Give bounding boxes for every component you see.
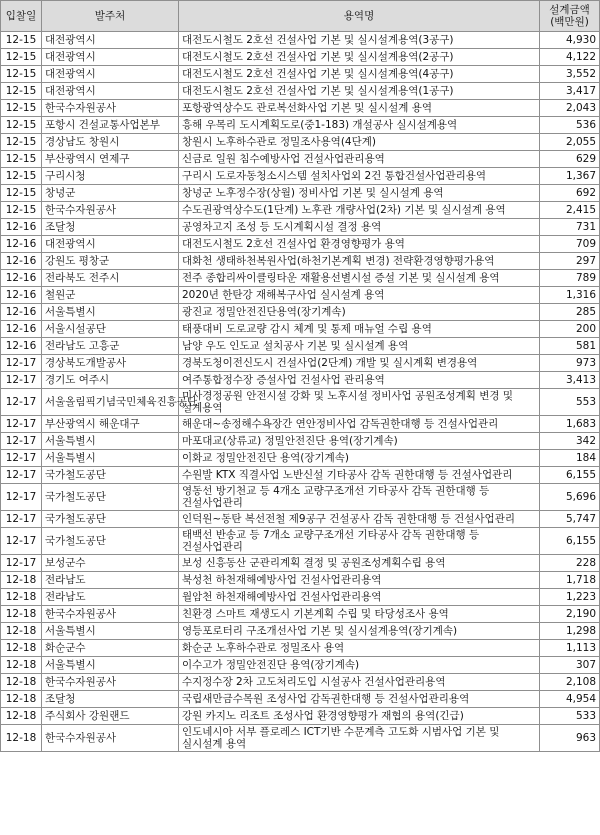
cell-service: 해운대~송정해수욕장간 연안정비사업 감독권한대행 등 건설사업관리 bbox=[179, 416, 540, 433]
cell-amount: 1,223 bbox=[540, 589, 600, 606]
cell-amount: 5,696 bbox=[540, 484, 600, 511]
table-row bbox=[1, 528, 600, 555]
table-body bbox=[1, 32, 600, 752]
cell-client: 국가철도공단 bbox=[42, 484, 179, 511]
cell-client: 한국수자원공사 bbox=[42, 100, 179, 117]
cell-service: 수원발 KTX 직결사업 노반신설 기타공사 감독 권한대행 등 건설사업관리 bbox=[179, 467, 540, 484]
cell-client: 전라북도 전주시 bbox=[42, 270, 179, 287]
cell-client: 전라남도 고흥군 bbox=[42, 338, 179, 355]
cell-client: 대전광역시 bbox=[42, 66, 179, 83]
cell-client: 국가철도공단 bbox=[42, 467, 179, 484]
table-row bbox=[1, 511, 600, 528]
cell-amount: 1,113 bbox=[540, 640, 600, 657]
cell-date: 12-18 bbox=[1, 640, 42, 657]
table-row bbox=[1, 691, 600, 708]
cell-service: 포항광역상수도 관로복선화사업 기본 및 실시설계 용역 bbox=[179, 100, 540, 117]
cell-service: 창녕군 노후정수장(상월) 정비사업 기본 및 실시설계 용역 bbox=[179, 185, 540, 202]
cell-amount: 1,298 bbox=[540, 623, 600, 640]
cell-date: 12-18 bbox=[1, 572, 42, 589]
cell-date: 12-16 bbox=[1, 253, 42, 270]
table-row bbox=[1, 253, 600, 270]
table-row bbox=[1, 202, 600, 219]
cell-date: 12-15 bbox=[1, 83, 42, 100]
cell-date: 12-15 bbox=[1, 185, 42, 202]
cell-amount: 2,108 bbox=[540, 674, 600, 691]
cell-client: 경상북도개발공사 bbox=[42, 355, 179, 372]
cell-amount: 4,954 bbox=[540, 691, 600, 708]
cell-client: 국가철도공단 bbox=[42, 528, 179, 555]
table-row bbox=[1, 168, 600, 185]
cell-client: 보성군수 bbox=[42, 555, 179, 572]
cell-amount: 973 bbox=[540, 355, 600, 372]
table-row bbox=[1, 389, 600, 416]
table-row bbox=[1, 572, 600, 589]
cell-service: 대전도시철도 2호선 건설사업 기본 및 실시설계용역(4공구) bbox=[179, 66, 540, 83]
cell-date: 12-16 bbox=[1, 236, 42, 253]
table-row bbox=[1, 32, 600, 49]
header-date: 입찰일 bbox=[1, 1, 42, 32]
cell-service: 신금로 일원 침수예방사업 건설사업관리용역 bbox=[179, 151, 540, 168]
cell-date: 12-17 bbox=[1, 467, 42, 484]
table-row bbox=[1, 484, 600, 511]
cell-service: 이화교 정밀안전진단 용역(장기계속) bbox=[179, 450, 540, 467]
table-row bbox=[1, 640, 600, 657]
cell-service: 북성천 하천재해예방사업 건설사업관리용역 bbox=[179, 572, 540, 589]
cell-amount: 789 bbox=[540, 270, 600, 287]
cell-date: 12-16 bbox=[1, 321, 42, 338]
header-service: 용역명 bbox=[179, 1, 540, 32]
cell-date: 12-18 bbox=[1, 691, 42, 708]
cell-amount: 581 bbox=[540, 338, 600, 355]
cell-client: 서울시설공단 bbox=[42, 321, 179, 338]
cell-service: 대전도시철도 2호선 건설사업 환경영향평가 용역 bbox=[179, 236, 540, 253]
cell-amount: 6,155 bbox=[540, 528, 600, 555]
cell-date: 12-15 bbox=[1, 151, 42, 168]
cell-service: 강원 카지노 리조트 조성사업 환경영향평가 재협의 용역(긴급) bbox=[179, 708, 540, 725]
cell-date: 12-17 bbox=[1, 433, 42, 450]
cell-date: 12-15 bbox=[1, 66, 42, 83]
table-row bbox=[1, 219, 600, 236]
table-row bbox=[1, 725, 600, 752]
cell-date: 12-17 bbox=[1, 355, 42, 372]
header-amount-line2: (백만원) bbox=[550, 16, 589, 28]
cell-date: 12-16 bbox=[1, 219, 42, 236]
cell-date: 12-15 bbox=[1, 49, 42, 66]
cell-service: 전주 종합리싸이클링타운 재활용선별시설 증설 기본 및 실시설계 용역 bbox=[179, 270, 540, 287]
cell-amount: 533 bbox=[540, 708, 600, 725]
cell-service: 미사경정공원 안전시설 강화 및 노후시설 정비사업 공원조성계획 변경 및 설계용역 bbox=[179, 389, 540, 416]
cell-client: 구리시청 bbox=[42, 168, 179, 185]
table-row bbox=[1, 83, 600, 100]
cell-service: 대전도시철도 2호선 건설사업 기본 및 실시설계용역(2공구) bbox=[179, 49, 540, 66]
cell-client: 한국수자원공사 bbox=[42, 202, 179, 219]
cell-date: 12-18 bbox=[1, 674, 42, 691]
cell-amount: 4,122 bbox=[540, 49, 600, 66]
header-client: 발주처 bbox=[42, 1, 179, 32]
table-header bbox=[1, 1, 600, 32]
cell-service: 마포대교(상류교) 정밀안전진단 용역(장기계속) bbox=[179, 433, 540, 450]
cell-service: 흥해 우목리 도시계획도로(중1-183) 개설공사 실시설계용역 bbox=[179, 117, 540, 134]
cell-date: 12-17 bbox=[1, 528, 42, 555]
cell-client: 대전광역시 bbox=[42, 49, 179, 66]
cell-client: 부산광역시 해운대구 bbox=[42, 416, 179, 433]
table-row bbox=[1, 134, 600, 151]
cell-client: 화순군수 bbox=[42, 640, 179, 657]
cell-amount: 2,415 bbox=[540, 202, 600, 219]
cell-amount: 342 bbox=[540, 433, 600, 450]
cell-client: 경기도 여주시 bbox=[42, 372, 179, 389]
cell-amount: 6,155 bbox=[540, 467, 600, 484]
cell-service: 공영차고지 조성 등 도시계획시설 결정 용역 bbox=[179, 219, 540, 236]
cell-client: 서울특별시 bbox=[42, 304, 179, 321]
cell-service: 창원시 노후하수관로 정밀조사용역(4단계) bbox=[179, 134, 540, 151]
cell-date: 12-15 bbox=[1, 202, 42, 219]
cell-amount: 553 bbox=[540, 389, 600, 416]
cell-amount: 4,930 bbox=[540, 32, 600, 49]
cell-client: 주식회사 강원랜드 bbox=[42, 708, 179, 725]
cell-date: 12-18 bbox=[1, 589, 42, 606]
header-amount bbox=[540, 1, 600, 32]
cell-date: 12-15 bbox=[1, 32, 42, 49]
cell-amount: 1,683 bbox=[540, 416, 600, 433]
table-row bbox=[1, 674, 600, 691]
cell-client: 한국수자원공사 bbox=[42, 725, 179, 752]
header-amount-line1: 설계금액 bbox=[549, 4, 590, 16]
table-row bbox=[1, 450, 600, 467]
cell-service: 월암천 하천재해예방사업 건설사업관리용역 bbox=[179, 589, 540, 606]
cell-date: 12-18 bbox=[1, 606, 42, 623]
cell-date: 12-17 bbox=[1, 555, 42, 572]
cell-date: 12-16 bbox=[1, 270, 42, 287]
table-row bbox=[1, 338, 600, 355]
cell-amount: 692 bbox=[540, 185, 600, 202]
cell-client: 서울특별시 bbox=[42, 433, 179, 450]
cell-service: 대전도시철도 2호선 건설사업 기본 및 실시설계용역(3공구) bbox=[179, 32, 540, 49]
cell-amount: 536 bbox=[540, 117, 600, 134]
table-row bbox=[1, 467, 600, 484]
cell-client: 포항시 건설교통사업본부 bbox=[42, 117, 179, 134]
table-row bbox=[1, 416, 600, 433]
cell-amount: 629 bbox=[540, 151, 600, 168]
table-row bbox=[1, 117, 600, 134]
cell-client: 대전광역시 bbox=[42, 32, 179, 49]
table-row bbox=[1, 433, 600, 450]
table-row bbox=[1, 66, 600, 83]
cell-client: 전라남도 bbox=[42, 572, 179, 589]
cell-amount: 731 bbox=[540, 219, 600, 236]
cell-amount: 1,316 bbox=[540, 287, 600, 304]
cell-service: 대화천 생태하천복원사업(하천기본계획 변경) 전략환경영향평가용역 bbox=[179, 253, 540, 270]
table-row bbox=[1, 304, 600, 321]
cell-date: 12-15 bbox=[1, 134, 42, 151]
cell-service: 영등포로터리 구조개선사업 기본 및 실시설계용역(장기계속) bbox=[179, 623, 540, 640]
table-row bbox=[1, 372, 600, 389]
cell-amount: 1,367 bbox=[540, 168, 600, 185]
table-row bbox=[1, 270, 600, 287]
cell-client: 한국수자원공사 bbox=[42, 606, 179, 623]
cell-client: 조달청 bbox=[42, 691, 179, 708]
table-row bbox=[1, 151, 600, 168]
cell-amount: 2,190 bbox=[540, 606, 600, 623]
cell-amount: 709 bbox=[540, 236, 600, 253]
cell-date: 12-15 bbox=[1, 117, 42, 134]
table-row bbox=[1, 555, 600, 572]
table-row bbox=[1, 287, 600, 304]
cell-service: 인도네시아 서부 플로레스 ICT기반 수문계측 고도화 시범사업 기본 및 실시설계 용역 bbox=[179, 725, 540, 752]
cell-client: 한국수자원공사 bbox=[42, 674, 179, 691]
cell-client: 경상남도 창원시 bbox=[42, 134, 179, 151]
cell-service: 구리시 도로자동청소시스템 설치사업외 2건 통합건설사업관리용역 bbox=[179, 168, 540, 185]
cell-amount: 3,413 bbox=[540, 372, 600, 389]
cell-amount: 5,747 bbox=[540, 511, 600, 528]
cell-client: 창녕군 bbox=[42, 185, 179, 202]
cell-amount: 184 bbox=[540, 450, 600, 467]
cell-amount: 228 bbox=[540, 555, 600, 572]
cell-service: 여주통합정수장 증설사업 건설사업 관리용역 bbox=[179, 372, 540, 389]
table-row bbox=[1, 321, 600, 338]
cell-amount: 2,043 bbox=[540, 100, 600, 117]
cell-service: 태풍대비 도로교량 감시 체계 및 통제 매뉴얼 수립 용역 bbox=[179, 321, 540, 338]
cell-amount: 3,417 bbox=[540, 83, 600, 100]
cell-date: 12-17 bbox=[1, 450, 42, 467]
cell-client: 서울올림픽기념국민체육진흥공단 bbox=[42, 389, 179, 416]
cell-date: 12-17 bbox=[1, 389, 42, 416]
table-row bbox=[1, 355, 600, 372]
cell-amount: 963 bbox=[540, 725, 600, 752]
cell-date: 12-16 bbox=[1, 338, 42, 355]
cell-client: 서울특별시 bbox=[42, 657, 179, 674]
table-row bbox=[1, 49, 600, 66]
cell-date: 12-18 bbox=[1, 623, 42, 640]
cell-amount: 285 bbox=[540, 304, 600, 321]
cell-client: 전라남도 bbox=[42, 589, 179, 606]
cell-date: 12-15 bbox=[1, 168, 42, 185]
cell-service: 영동선 방기천교 등 4개소 교량구조개선 기타공사 감독 권한대행 등 건설사업관리 bbox=[179, 484, 540, 511]
cell-service: 2020년 한탄강 재해복구사업 실시설계 용역 bbox=[179, 287, 540, 304]
cell-client: 철원군 bbox=[42, 287, 179, 304]
cell-client: 부산광역시 연제구 bbox=[42, 151, 179, 168]
cell-client: 조달청 bbox=[42, 219, 179, 236]
cell-amount: 1,718 bbox=[540, 572, 600, 589]
cell-amount: 2,055 bbox=[540, 134, 600, 151]
table-row bbox=[1, 236, 600, 253]
cell-date: 12-18 bbox=[1, 708, 42, 725]
cell-date: 12-16 bbox=[1, 287, 42, 304]
table-row bbox=[1, 623, 600, 640]
cell-client: 대전광역시 bbox=[42, 236, 179, 253]
table-row bbox=[1, 589, 600, 606]
cell-date: 12-15 bbox=[1, 100, 42, 117]
cell-client: 서울특별시 bbox=[42, 450, 179, 467]
table-row bbox=[1, 100, 600, 117]
table-row bbox=[1, 606, 600, 623]
cell-client: 서울특별시 bbox=[42, 623, 179, 640]
cell-service: 대전도시철도 2호선 건설사업 기본 및 실시설계용역(1공구) bbox=[179, 83, 540, 100]
table-row bbox=[1, 708, 600, 725]
cell-service: 수지정수장 2차 고도처리도입 시설공사 건설사업관리용역 bbox=[179, 674, 540, 691]
cell-amount: 297 bbox=[540, 253, 600, 270]
table-row bbox=[1, 185, 600, 202]
cell-amount: 3,552 bbox=[540, 66, 600, 83]
cell-date: 12-18 bbox=[1, 725, 42, 752]
cell-date: 12-18 bbox=[1, 657, 42, 674]
cell-date: 12-17 bbox=[1, 372, 42, 389]
cell-amount: 200 bbox=[540, 321, 600, 338]
cell-service: 화순군 노후하수관로 정밀조사 용역 bbox=[179, 640, 540, 657]
cell-date: 12-17 bbox=[1, 416, 42, 433]
cell-service: 수도권광역상수도(1단계) 노후관 개량사업(2차) 기본 및 실시설계 용역 bbox=[179, 202, 540, 219]
cell-service: 남양 우도 인도교 설치공사 기본 및 실시설계 용역 bbox=[179, 338, 540, 355]
header-row bbox=[1, 1, 600, 32]
cell-service: 태백선 반송교 등 7개소 교량구조개선 기타공사 감독 권한대행 등 건설사업관리 bbox=[179, 528, 540, 555]
cell-service: 국립새만금수목원 조성사업 감독권한대행 등 건설사업관리용역 bbox=[179, 691, 540, 708]
cell-service: 경북도청이전신도시 건설사업(2단계) 개발 및 실시계획 변경용역 bbox=[179, 355, 540, 372]
cell-client: 강원도 평창군 bbox=[42, 253, 179, 270]
cell-client: 대전광역시 bbox=[42, 83, 179, 100]
cell-service: 보성 신흥동산 군관리계획 결정 및 공원조성계획수립 용역 bbox=[179, 555, 540, 572]
cell-service: 이수고가 정밀안전진단 용역(장기계속) bbox=[179, 657, 540, 674]
cell-client: 국가철도공단 bbox=[42, 511, 179, 528]
table-row bbox=[1, 657, 600, 674]
cell-service: 광진교 정밀안전진단용역(장기계속) bbox=[179, 304, 540, 321]
cell-service: 인덕원~동탄 복선전철 제9공구 건설공사 감독 권한대행 등 건설사업관리 bbox=[179, 511, 540, 528]
cell-service: 친환경 스마트 재생도시 기본계획 수립 및 타당성조사 용역 bbox=[179, 606, 540, 623]
cell-amount: 307 bbox=[540, 657, 600, 674]
cell-date: 12-16 bbox=[1, 304, 42, 321]
cell-date: 12-17 bbox=[1, 511, 42, 528]
cell-date: 12-17 bbox=[1, 484, 42, 511]
